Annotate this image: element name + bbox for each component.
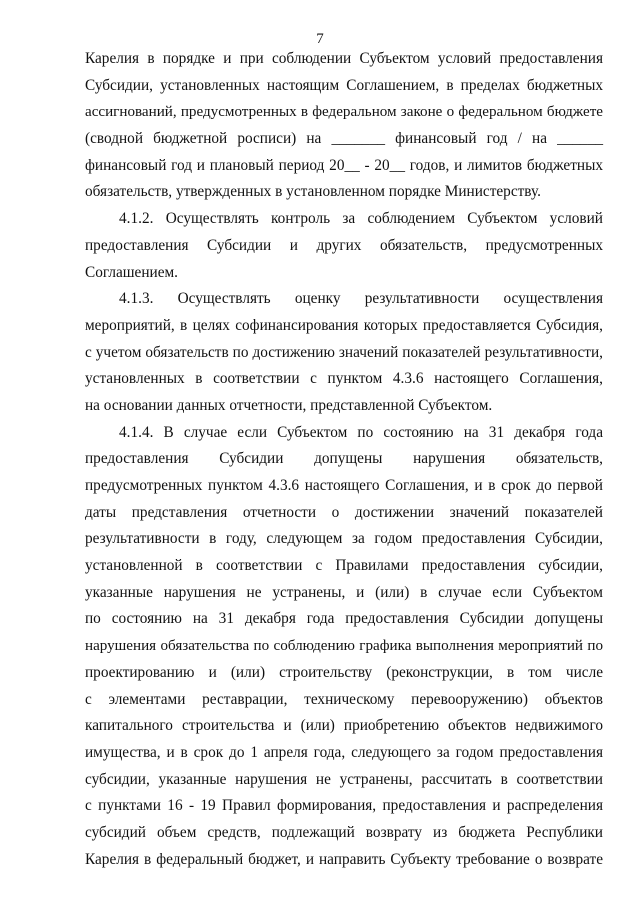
text-line: субсидии, указанные нарушения не устранены, рассчитать в соответствии xyxy=(85,770,603,788)
text-line: финансовый год и плановый период 20__ - 20__ годов, и лимитов бюджетных xyxy=(85,156,603,174)
text-line: проектированию и (или) строительству (реконструкции, в том числе xyxy=(85,663,603,681)
text-line: обязательств, утвержденных в установленном порядке Министерству. xyxy=(85,183,541,201)
document-body xyxy=(85,46,603,873)
text-line: Субсидии, установленных настоящим Соглашением, в пределах бюджетных xyxy=(85,76,603,94)
paragraph-first-line: 4.1.4. В случае если Субъектом по состоянию на 31 декабря года xyxy=(119,423,603,441)
text-line: имущества, и в срок до 1 апреля года, следующего за годом предоставления xyxy=(85,743,603,761)
text-line: капитального строительства и (или) приобретению объектов недвижимого xyxy=(85,717,603,735)
text-line: Соглашением. xyxy=(85,263,179,281)
text-line: на основании данных отчетности, представленной Субъектом. xyxy=(85,396,493,414)
page-number: 7 xyxy=(316,31,324,47)
text-line: по состоянию на 31 декабря года предоставления Субсидии допущены xyxy=(85,610,603,628)
text-line: предоставления Субсидии и других обязательств, предусмотренных xyxy=(85,236,603,254)
text-line: предоставления Субсидии допущены нарушения обязательств, xyxy=(85,450,603,468)
text-line: нарушения обязательства по соблюдению графика выполнения мероприятий по xyxy=(85,638,603,655)
text-line: (сводной бюджетной росписи) на _______ финансовый год / на ______ xyxy=(85,130,603,148)
paragraph-first-line: 4.1.3. Осуществлять оценку результативности осуществления xyxy=(119,290,603,308)
text-line: с элементами реставрации, техническому перевооружению) объектов xyxy=(85,690,603,708)
text-line: Карелия в федеральный бюджет, и направить Субъекту требование о возврате xyxy=(85,850,603,868)
text-line: указанные нарушения не устранены, и (или) в случае если Субъектом xyxy=(85,583,603,601)
text-line: с учетом обязательств по достижению значений показателей результативности, xyxy=(85,343,603,361)
text-line: ассигнований, предусмотренных в федеральном законе о федеральном бюджете xyxy=(85,104,603,121)
text-line: результативности в году, следующем за годом предоставления Субсидии, xyxy=(85,530,603,548)
text-line: мероприятий, в целях софинансирования которых предоставляется Субсидия, xyxy=(85,316,603,334)
paragraph-first-line: 4.1.2. Осуществлять контроль за соблюдением Субъектом условий xyxy=(119,210,603,228)
text-line: предусмотренных пунктом 4.3.6 настоящего Соглашения, и в срок до первой xyxy=(85,477,603,494)
text-line: установленной в соответствии с Правилами предоставления субсидии, xyxy=(85,557,603,575)
text-line: с пунктами 16 - 19 Правил формирования, предоставления и распределения xyxy=(85,797,603,815)
text-line: даты представления отчетности о достижении значений показателей xyxy=(85,503,603,521)
text-line: субсидий объем средств, подлежащий возврату из бюджета Республики xyxy=(85,823,603,841)
text-line: Карелия в порядке и при соблюдении Субъектом условий предоставления xyxy=(85,50,603,67)
text-line: установленных в соответствии с пунктом 4.3.6 настоящего Соглашения, xyxy=(85,370,603,388)
